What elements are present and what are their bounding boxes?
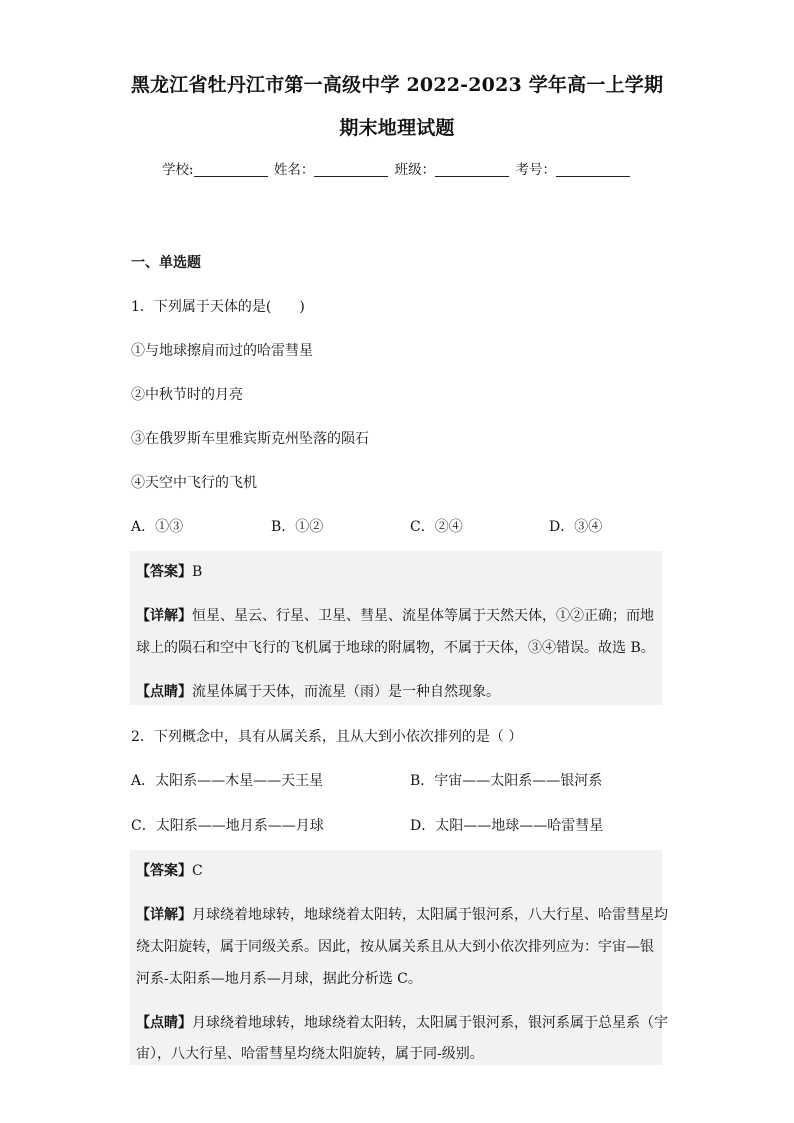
q2-answer-row xyxy=(136,860,203,880)
q2-answer-value: C xyxy=(192,863,203,879)
exam-title-line1: 黑龙江省牡丹江市第一高级中学 2022-2023 学年高一上学期 xyxy=(130,74,664,96)
q1-option-c[interactable]: C．②④ xyxy=(410,519,463,535)
q2-option-c[interactable]: C．太阳系——地月系——月球 xyxy=(131,818,324,834)
q2-note-row xyxy=(136,1012,668,1032)
q2-detail-text1: 月球绕着地球转，地球绕着太阳转，太阳属于银河系，八大行星、哈雷彗星均 xyxy=(192,907,668,923)
class-blank[interactable] xyxy=(435,162,509,177)
q1-answer-tag: 【答案】 xyxy=(136,564,192,580)
q1-option-a[interactable]: A．①③ xyxy=(131,519,184,535)
q2-detail-row3: 河系-太阳系—地月系—月球，据此分析选 C。 xyxy=(136,971,422,987)
q1-answer-value: B xyxy=(192,564,203,580)
q1-detail-row2: 球上的陨石和空中飞行的飞机属于地球的附属物，不属于天体，③④错误。故选 B。 xyxy=(136,640,655,656)
q2-answer-box xyxy=(130,850,668,1065)
class-label: 班级： xyxy=(394,162,436,178)
q1-stem: 1．下列属于天体的是( ) xyxy=(131,299,305,315)
q2-answer-tag: 【答案】 xyxy=(136,863,192,879)
q1-item-3: ③在俄罗斯车里雅宾斯克州坠落的陨石 xyxy=(131,431,369,447)
q2-note-tag: 【点睛】 xyxy=(136,1015,192,1031)
name-blank[interactable] xyxy=(314,162,388,177)
q1-item-2: ②中秋节时的月亮 xyxy=(131,387,243,403)
section-title: 一、单选题 xyxy=(131,255,201,271)
q2-detail-row2: 绕太阳旋转，属于同级关系。因此，按从属关系且从大到小依次排列应为：宇宙—银 xyxy=(136,939,654,955)
student-info-row xyxy=(0,158,794,178)
school-blank[interactable] xyxy=(194,162,268,177)
q2-option-d[interactable]: D．太阳——地球——哈雷彗星 xyxy=(410,818,604,834)
q1-note-tag: 【点睛】 xyxy=(136,684,192,700)
exam-number-blank[interactable] xyxy=(556,162,630,177)
q2-detail-tag: 【详解】 xyxy=(136,907,192,923)
q1-answer-box xyxy=(130,551,662,705)
q1-option-b[interactable]: B．①② xyxy=(271,519,324,535)
q1-note-text1: 流星体属于天体，而流星（雨）是一种自然现象。 xyxy=(192,684,500,700)
q1-item-1: ①与地球擦肩而过的哈雷彗星 xyxy=(131,343,313,359)
q1-option-d[interactable]: D．③④ xyxy=(549,519,603,535)
q2-option-a[interactable]: A．太阳系——木星——天王星 xyxy=(131,773,324,789)
q2-detail-row1 xyxy=(136,904,668,924)
exam-number-label: 考号： xyxy=(515,162,556,178)
q1-item-4: ④天空中飞行的飞机 xyxy=(131,475,257,491)
name-label: 姓名： xyxy=(273,162,315,178)
q1-answer-row xyxy=(136,561,202,581)
q1-detail-row1 xyxy=(136,605,654,625)
q2-note-text1: 月球绕着地球转，地球绕着太阳转，太阳属于银河系，银河系属于总星系（宇 xyxy=(192,1015,668,1031)
q2-stem: 2．下列概念中，具有从属关系，且从大到小依次排列的是（ ） xyxy=(131,729,523,745)
school-label: 学校: xyxy=(162,162,194,178)
q2-option-b[interactable]: B．宇宙——太阳系——银河系 xyxy=(410,773,603,789)
q2-note-row2: 宙），八大行星、哈雷彗星均绕太阳旋转，属于同-级别。 xyxy=(136,1046,484,1062)
exam-title-line2: 期末地理试题 xyxy=(339,117,455,139)
q1-detail-tag: 【详解】 xyxy=(136,608,192,624)
q1-note-row xyxy=(136,681,500,701)
q1-detail-text1: 恒星、星云、行星、卫星、彗星、流星体等属于天然天体，①②正确；而地 xyxy=(192,608,654,624)
